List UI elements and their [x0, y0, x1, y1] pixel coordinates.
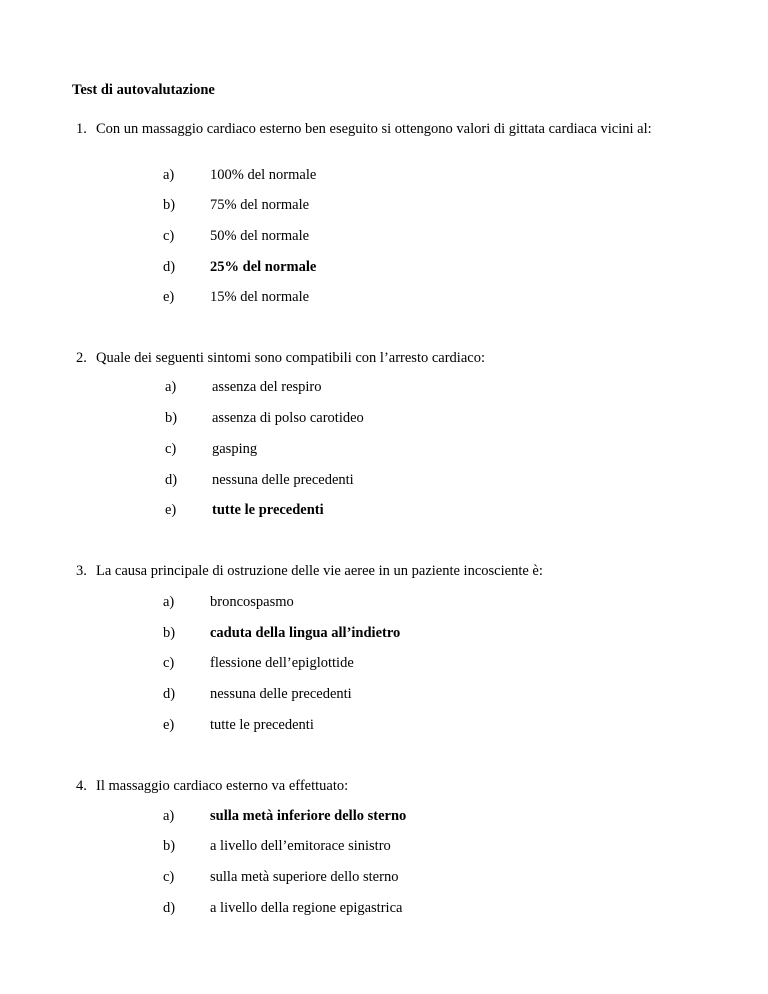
option-text-correct: sulla metà inferiore dello sterno: [210, 808, 407, 824]
option-2e: [165, 500, 324, 520]
option-letter: a): [163, 594, 175, 610]
question-number: 3.: [76, 563, 87, 579]
option-4a: [163, 806, 406, 826]
option-3b: [163, 623, 400, 643]
option-text: 50% del normale: [210, 228, 310, 244]
option-letter: c): [163, 869, 175, 885]
question-text: Quale dei seguenti sintomi sono compatibili con l’arresto cardiaco:: [96, 350, 485, 366]
option-letter: b): [163, 625, 176, 641]
question-number: 1.: [76, 121, 87, 137]
option-1d: [163, 257, 316, 277]
option-letter: d): [163, 259, 176, 275]
option-text: a livello dell’emitorace sinistro: [210, 838, 391, 854]
option-text: broncospasmo: [210, 594, 294, 610]
option-text: sulla metà superiore dello sterno: [210, 869, 399, 885]
question-4: [72, 775, 702, 797]
option-1e: [163, 287, 309, 307]
option-text: 100% del normale: [210, 167, 317, 183]
option-3a: [163, 592, 294, 612]
option-letter: d): [163, 686, 176, 702]
option-4b: [163, 836, 391, 856]
option-letter: c): [163, 228, 175, 244]
option-text: nessuna delle precedenti: [210, 686, 352, 702]
option-3d: [163, 684, 352, 704]
question-number: 4.: [76, 778, 87, 794]
option-2c: [165, 439, 257, 459]
option-letter: a): [163, 808, 175, 824]
option-letter: e): [163, 717, 175, 733]
option-letter: e): [165, 502, 177, 518]
option-letter: a): [163, 167, 175, 183]
question-3: [72, 560, 702, 582]
option-letter: d): [165, 472, 178, 488]
option-text: flessione dell’epiglottide: [210, 655, 354, 671]
option-letter: b): [163, 197, 176, 213]
option-letter: d): [163, 900, 176, 916]
question-text: Il massaggio cardiaco esterno va effettuato:: [96, 778, 349, 794]
option-text: 15% del normale: [210, 289, 310, 305]
option-text-correct: tutte le precedenti: [212, 502, 324, 518]
option-1a: [163, 165, 316, 185]
option-text: 75% del normale: [210, 197, 310, 213]
option-text: a livello della regione epigastrica: [210, 900, 403, 916]
option-letter: c): [165, 441, 177, 457]
option-text: gasping: [212, 441, 258, 457]
question-1: [72, 118, 702, 140]
option-text-correct: caduta della lingua all’indietro: [210, 625, 401, 641]
option-2d: [165, 470, 354, 490]
option-4d: [163, 898, 402, 918]
option-letter: a): [165, 379, 177, 395]
option-1c: [163, 226, 309, 246]
option-letter: c): [163, 655, 175, 671]
question-text: Con un massaggio cardiaco esterno ben eseguito si ottengono valori di gittata cardiaca vicini al:: [96, 121, 652, 137]
option-2a: [165, 377, 322, 397]
option-letter: b): [163, 838, 176, 854]
option-letter: e): [163, 289, 175, 305]
option-text: assenza di polso carotideo: [212, 410, 364, 426]
option-text: assenza del respiro: [212, 379, 322, 395]
option-3c: [163, 653, 354, 673]
option-4c: [163, 867, 398, 887]
option-text: tutte le precedenti: [210, 717, 314, 733]
option-letter: b): [165, 410, 178, 426]
question-text: La causa principale di ostruzione delle vie aeree in un paziente incosciente è:: [96, 563, 543, 579]
question-2: [72, 347, 702, 369]
option-text: nessuna delle precedenti: [212, 472, 354, 488]
question-number: 2.: [76, 350, 87, 366]
option-1b: [163, 195, 309, 215]
option-2b: [165, 408, 364, 428]
option-3e: [163, 715, 314, 735]
page-title: Test di autovalutazione: [72, 82, 215, 98]
option-text-correct: 25% del normale: [210, 259, 317, 275]
